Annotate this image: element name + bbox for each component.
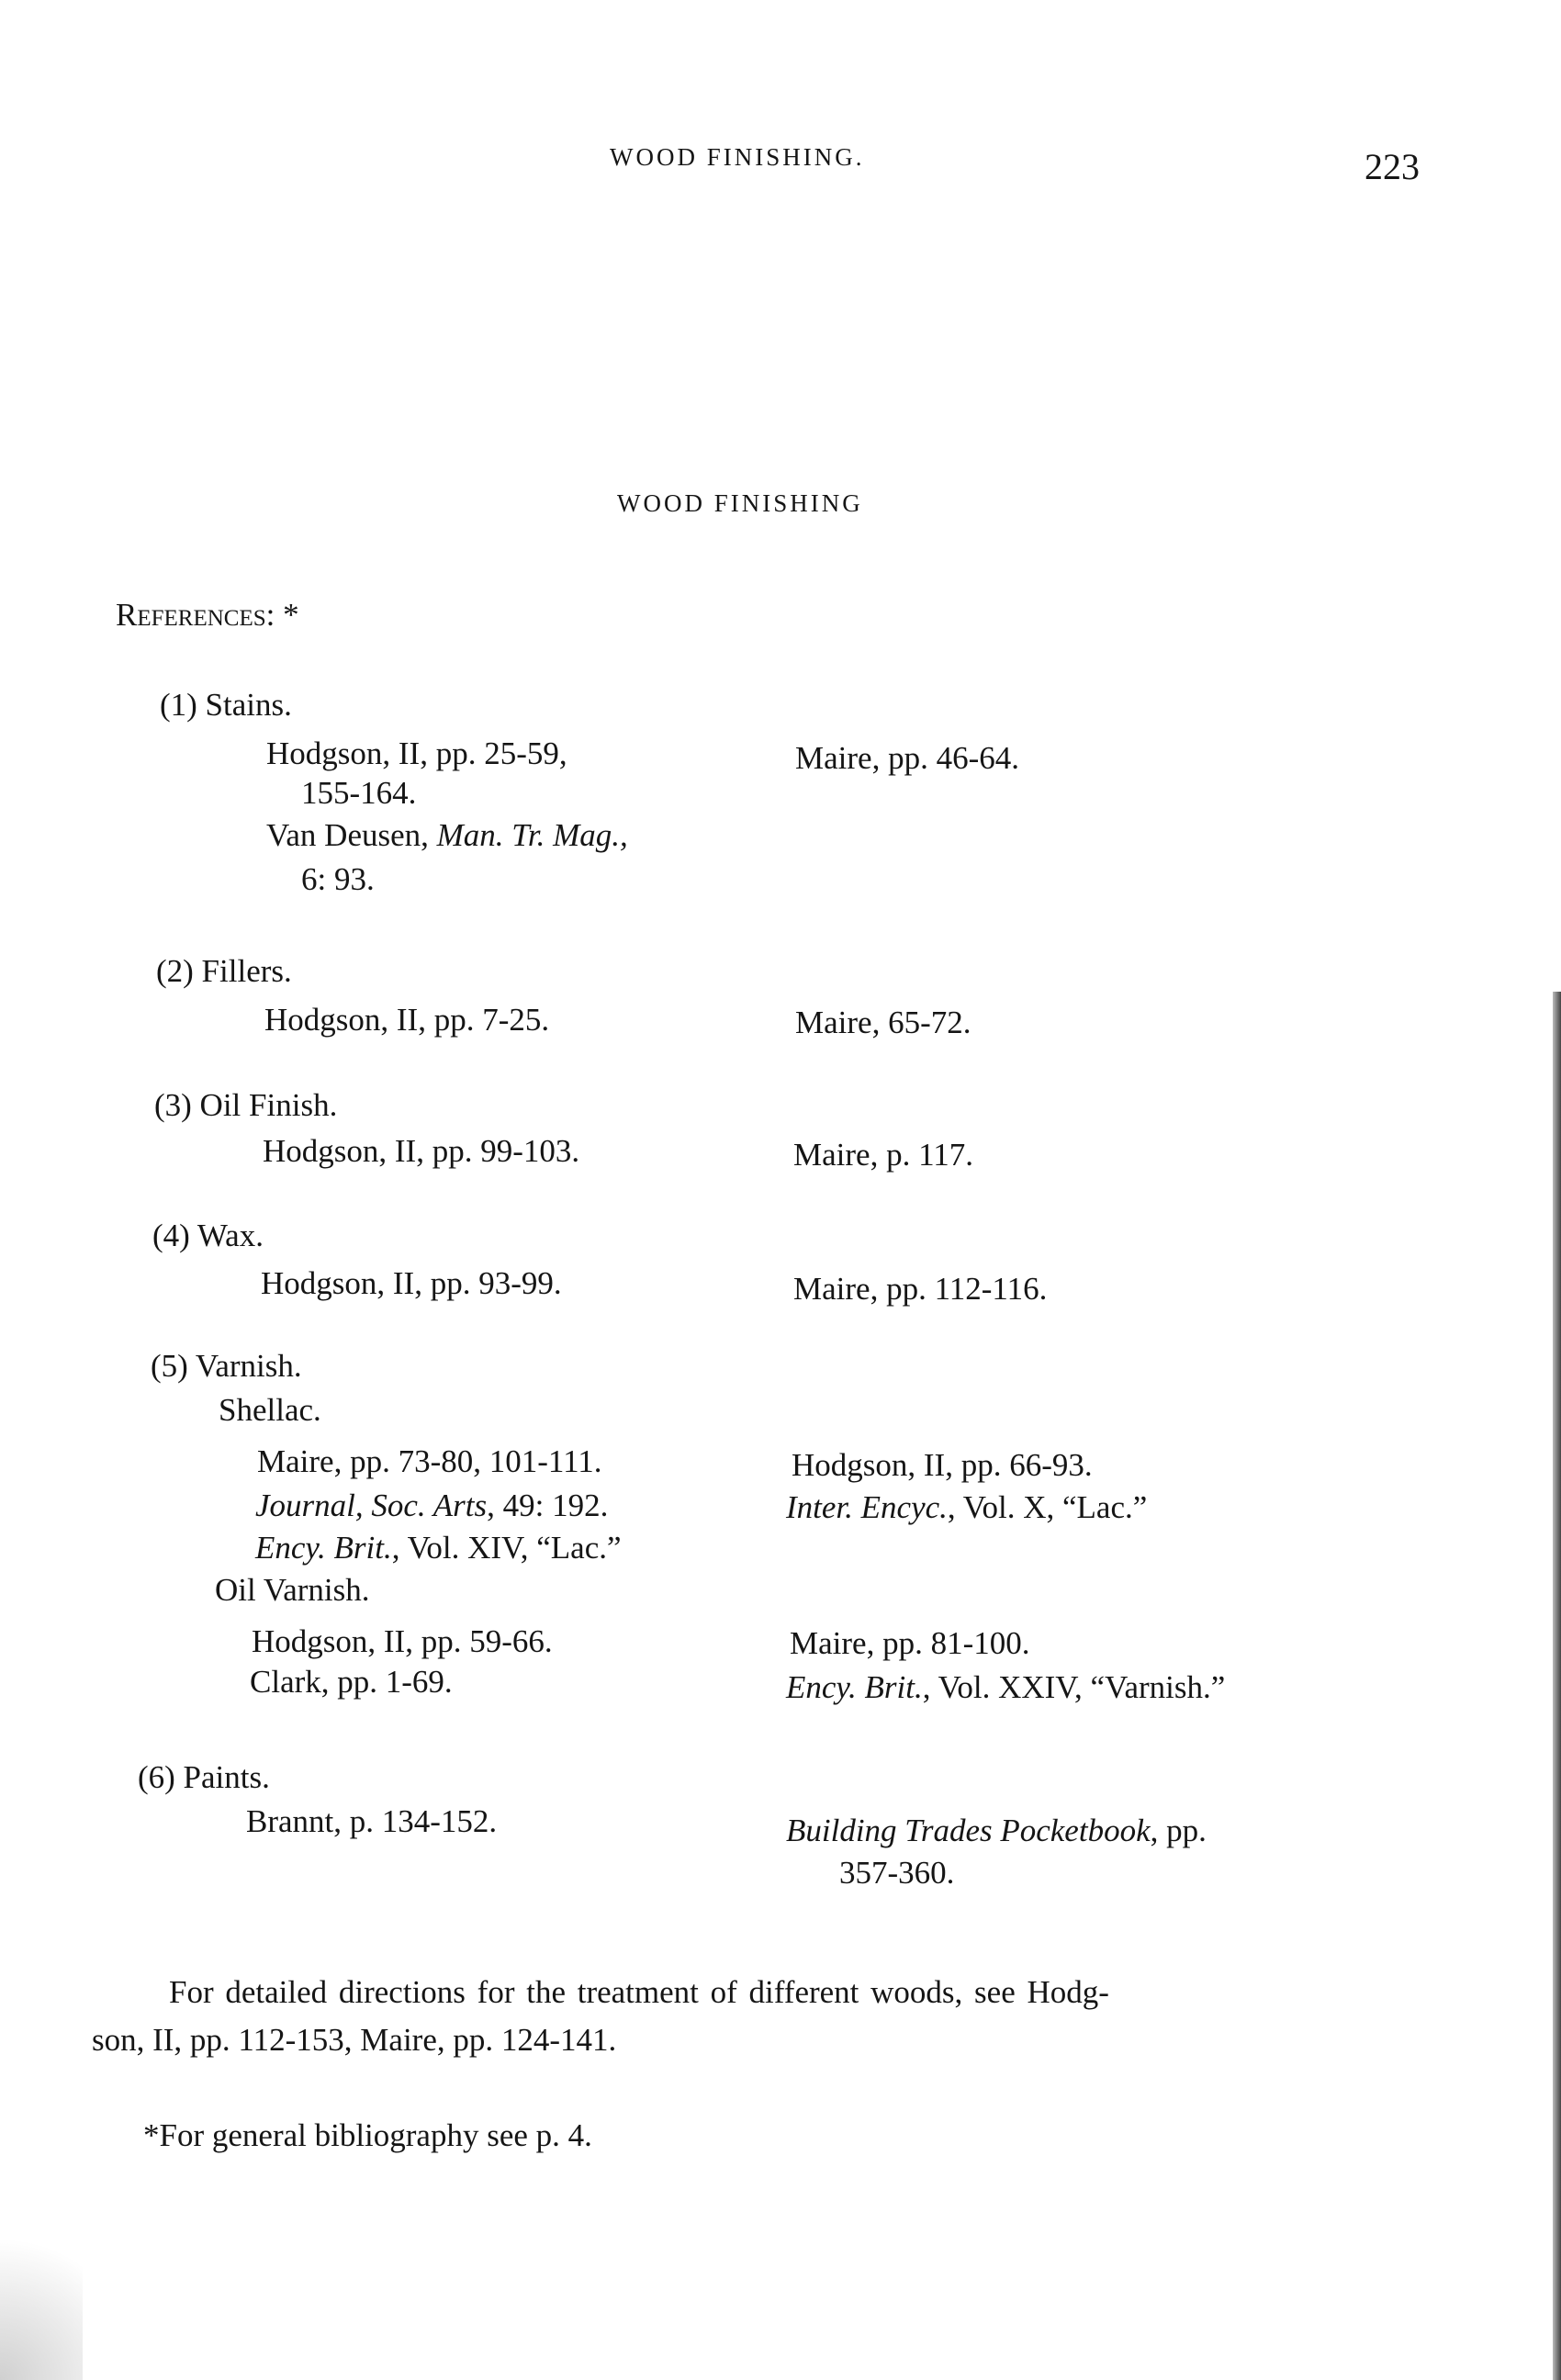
- building-trades-title: Building Trades Pocketbook: [786, 1813, 1151, 1848]
- ref-oil-varnish-hodgson: Hodgson, II, pp. 59-66.: [252, 1623, 553, 1659]
- journal-title: Journal, Soc. Arts: [255, 1488, 488, 1523]
- ref-fillers-hodgson: Hodgson, II, pp. 7-25.: [264, 1002, 550, 1038]
- ref-shellac-journal: [255, 1482, 608, 1530]
- section-heading-wax: (4) Wax.: [152, 1218, 264, 1253]
- ency-brit-title: Ency. Brit.: [255, 1530, 392, 1566]
- journal-ref: , 49: 192.: [487, 1488, 609, 1523]
- ref-wax-hodgson: Hodgson, II, pp. 93-99.: [261, 1265, 562, 1301]
- vandeusen-author: Van Deusen,: [266, 817, 437, 853]
- ref-paints-brannt: Brannt, p. 134-152.: [246, 1803, 498, 1839]
- ref-oil-varnish-clark: Clark, pp. 1-69.: [250, 1664, 453, 1700]
- vandeusen-journal: Man. Tr. Mag.,: [436, 817, 628, 853]
- inter-encyc-title: Inter. Encyc.: [786, 1489, 948, 1525]
- section-title: WOOD FINISHING: [617, 489, 863, 517]
- section-heading-varnish: (5) Varnish.: [151, 1348, 302, 1384]
- ref-stains-maire: Maire, pp. 46-64.: [795, 740, 1019, 776]
- running-head: WOOD FINISHING.: [610, 143, 865, 171]
- section-heading-paints: (6) Paints.: [138, 1759, 270, 1795]
- ref-shellac-ency-brit: [255, 1524, 622, 1572]
- ref-stains-vandeusen-cont: 6: 93.: [301, 861, 375, 897]
- references-label: [116, 591, 299, 639]
- ency-brit-varnish-ref: , Vol. XXIV, “Varnish.”: [922, 1669, 1226, 1705]
- subheading-shellac: Shellac.: [219, 1392, 321, 1428]
- ref-oil-varnish-maire: Maire, pp. 81-100.: [790, 1625, 1030, 1661]
- scan-speckle: [0, 2196, 83, 2380]
- ref-stains-hodgson-cont: 155-164.: [301, 775, 417, 811]
- page-number: 223: [1364, 146, 1420, 187]
- building-trades-ref: , pp.: [1150, 1813, 1207, 1848]
- ref-paints-building-trades: [786, 1807, 1207, 1855]
- ref-oil-finish-hodgson: Hodgson, II, pp. 99-103.: [263, 1133, 580, 1169]
- references-label-suffix: : *: [265, 597, 299, 633]
- subheading-oil-varnish: Oil Varnish.: [215, 1572, 370, 1608]
- ref-shellac-inter-encyc: [786, 1484, 1147, 1532]
- ency-brit-varnish-title: Ency. Brit.: [786, 1669, 923, 1705]
- ref-oil-finish-maire: Maire, p. 117.: [793, 1137, 974, 1173]
- ref-shellac-maire: Maire, pp. 73-80, 101-111.: [257, 1443, 602, 1479]
- section-heading-fillers: (2) Fillers.: [156, 953, 292, 989]
- references-label-text: References: [116, 597, 266, 633]
- ency-brit-ref: , Vol. XIV, “Lac.”: [391, 1530, 622, 1566]
- ref-wax-maire: Maire, pp. 112-116.: [793, 1271, 1048, 1307]
- ref-stains-hodgson: Hodgson, II, pp. 25-59,: [266, 735, 567, 771]
- note-line-1: For detailed directions for the treatment of different woods, see Hodg-: [169, 1974, 1109, 2010]
- inter-encyc-ref: , Vol. X, “Lac.”: [947, 1489, 1148, 1525]
- section-heading-oil-finish: (3) Oil Finish.: [154, 1087, 338, 1123]
- ref-stains-vandeusen: [266, 812, 628, 859]
- page-edge-shadow: [1553, 992, 1561, 2380]
- note-line-2: son, II, pp. 112-153, Maire, pp. 124-141.: [92, 2022, 617, 2058]
- ref-paints-building-trades-cont: 357-360.: [839, 1855, 955, 1891]
- ref-fillers-maire: Maire, 65-72.: [795, 1005, 971, 1040]
- footnote: *For general bibliography see p. 4.: [143, 2117, 592, 2153]
- section-heading-stains: (1) Stains.: [160, 687, 292, 723]
- ref-shellac-hodgson: Hodgson, II, pp. 66-93.: [792, 1447, 1093, 1483]
- ref-oil-varnish-ency-brit: [786, 1664, 1225, 1712]
